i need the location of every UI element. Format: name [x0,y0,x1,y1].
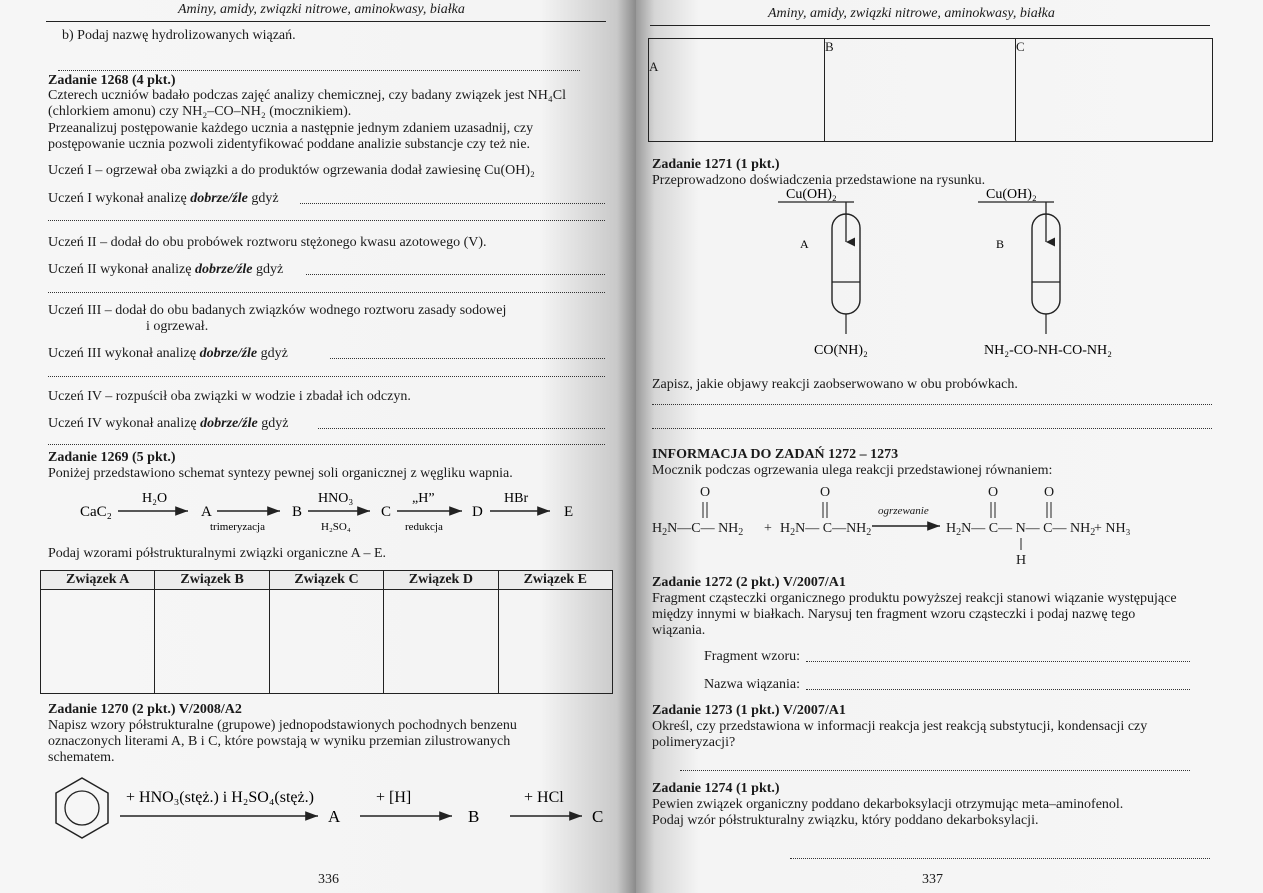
synthesis-scheme [80,482,600,538]
svg-text:H: H [1016,553,1027,568]
reagent-label: Cu(OH)₂ [786,187,837,202]
task-1274-title: Zadanie 1274 (1 pkt.) [652,781,780,796]
svg-text:+: + [764,521,772,536]
benzene-ring-icon [56,778,108,838]
answer-line[interactable] [652,428,1212,429]
task-1268-title: Zadanie 1268 (4 pkt.) [48,73,176,88]
task-1270-text: schematem. [48,750,115,765]
task-1273-text: Określ, czy przedstawiona w informacji reakcja jest reakcją substytucji, kondensacji czy [652,719,1148,734]
header-rule [650,25,1210,26]
svg-text:O: O [988,485,999,500]
test-tube-a [778,187,868,358]
svg-text:H2N— C— N— C— NH2: $H_2N—$ C— N— C— $NH_2$ [946,521,1096,538]
task-1268-text: Czterech uczniów badało podczas zajęć analizy chemicznej, czy badany związek jest NH₄Cl [48,88,566,103]
task-1271-text: Przeprowadzono doświadczenia przedstawione na rysunku. [652,173,986,188]
task-1269-title: Zadanie 1269 (5 pkt.) [48,450,176,465]
info-title: INFORMACJA DO ZADAŃ 1272 – 1273 [652,447,899,462]
table-cell-a[interactable]: A [649,39,825,142]
urea-reaction [650,480,1210,570]
student-4-answer: Uczeń IV wykonał analizę dobrze/źle gdyż [48,416,289,431]
student-2: Uczeń II – dodał do obu probówek roztworu stężonego kwasu azotowego (V). [48,235,487,250]
answer-cell[interactable] [498,590,612,694]
info-text: Mocznik podczas ogrzewania ulega reakcji przedstawionej równaniem: [652,463,1053,478]
scheme-b: B [468,807,480,826]
reagent-label: + HNO₃(stęż.) i H₂SO₄(stęż.) [126,789,314,806]
student-1-answer: Uczeń I wykonał analizę dobrze/źle gdyż [48,191,279,206]
bond-name-label: Nazwa wiązania: [704,677,800,692]
student-3-cont: i ogrzewał. [146,319,209,334]
student-4: Uczeń IV – rozpuścił oba związki w wodzie i zbadał ich odczyn. [48,389,411,404]
reagent-label: „H” [412,491,435,506]
reagent-label: HNO₃ [318,491,354,506]
test-tubes-figure [756,184,1196,360]
answer-line[interactable] [48,444,605,445]
answer-line[interactable] [48,292,605,293]
right-page [636,0,1263,893]
task-1269-text: Poniżej przedstawiono schemat syntezy pewnej soli organicznej z węgliku wapnia. [48,466,513,481]
answer-line[interactable] [806,661,1190,662]
task-1270-text: Napisz wzory półstrukturalne (grupowe) jednopodstawionych pochodnych benzenu [48,718,517,733]
answer-line[interactable] [330,358,605,359]
running-head-left: Aminy, amidy, związki nitrowe, aminokwasy, białka [178,2,465,17]
task-1270-title: Zadanie 1270 (2 pkt.) V/2008/A2 [48,702,242,717]
answer-line[interactable] [318,428,605,429]
table-cell-c[interactable]: C [1016,39,1213,142]
scheme-a: A [201,504,212,520]
answer-table-top [648,38,1213,142]
answer-cell[interactable] [41,590,155,694]
task-1273-text: polimeryzacji? [652,735,736,750]
substance-a: CO(NH)₂ [814,343,868,358]
reagent-label: + HCl [524,789,564,806]
answer-cell[interactable] [269,590,383,694]
answer-line[interactable] [48,376,605,377]
scheme-c: C [592,807,604,826]
task-1268-text: (chlorkiem amonu) czy NH₂–CO–NH₂ (mocznikiem). [48,104,352,119]
reagent-label: H₂SO₄ [321,521,351,533]
table-header: Związek D [384,571,498,590]
task-1271-title: Zadanie 1271 (1 pkt.) [652,157,780,172]
scheme-c: C [381,504,392,520]
task-1272-text: wiązania. [652,623,706,638]
task-1268-text: Przeanalizuj postępowanie każdego ucznia a następnie jednym zdaniem uzasadnij, czy [48,121,534,136]
answer-line[interactable] [300,203,605,204]
svg-text:O: O [700,485,711,500]
task-1274-text: Podaj wzór półstrukturalny związku, który poddano dekarboksylacji. [652,813,1039,828]
svg-text:H2N—C— NH2: $H_2N—C—$ $NH_2$ [652,521,744,538]
table-header: Związek E [498,571,612,590]
scheme-a: A [328,807,341,826]
answer-line[interactable] [790,858,1210,859]
answer-line[interactable] [652,404,1212,405]
task-1272-text: między innymi w białkach. Narysuj ten fragment wzoru cząsteczki i podaj nazwę tego [652,607,1136,622]
task-1270-text: oznaczonych literami A, B i C, które powstają w wyniku przemian zilustrowanych [48,734,511,749]
test-tube-b [978,187,1112,358]
student-3-answer: Uczeń III wykonał analizę dobrze/źle gdyż [48,346,288,361]
table-header: Związek B [155,571,269,590]
reagent-label: + [H] [376,789,412,806]
label-a: A [800,237,809,251]
page-number-right: 337 [922,872,943,887]
scheme-start: CaC₂ [80,504,112,520]
table-header: Związek A [41,571,155,590]
scheme-e: E [564,504,574,520]
answer-line[interactable] [48,220,605,221]
task-1269-text: Podaj wzorami półstrukturalnymi związki organiczne A – E. [48,546,386,561]
answer-cell[interactable] [384,590,498,694]
condition-label: ogrzewanie [878,505,929,517]
running-head-right: Aminy, amidy, związki nitrowe, aminokwasy, białka [768,6,1055,21]
task-1271-text: Zapisz, jakie objawy reakcji zaobserwowano w obu probówkach. [652,377,1018,392]
answer-cell[interactable] [155,590,269,694]
reagent-label: HBr [504,491,529,506]
task-1274-text: Pewien związek organiczny poddano dekarboksylacji otrzymując meta–aminofenol. [652,797,1124,812]
ammonia: + NH₃ [1094,521,1131,536]
scheme-d: D [472,504,483,520]
reagent-label: trimeryzacja [210,521,265,533]
page-number-left: 336 [318,872,339,887]
table-header: Związek C [269,571,383,590]
task-1268-text: postępowanie ucznia pozwoli zidentyfikować poddane analizie substancje czy też nie. [48,137,531,152]
answer-line[interactable] [806,689,1190,690]
answer-line[interactable] [680,770,1190,771]
task-1273-title: Zadanie 1273 (1 pkt.) V/2007/A1 [652,703,846,718]
student-2-answer: Uczeń II wykonał analizę dobrze/źle gdyż [48,262,284,277]
label-b: B [996,237,1005,251]
substance-b: NH₂-CO-NH-CO-NH₂ [984,343,1112,358]
reagent-label: Cu(OH)₂ [986,187,1037,202]
table-cell-b[interactable]: B [825,39,1016,142]
reagent-label: H₂O [142,491,168,506]
answer-table-1269 [40,570,613,694]
student-1: Uczeń I – ogrzewał oba związki a do produktów ogrzewania dodał zawiesinę Cu(OH)₂ [48,163,535,178]
benzene-scheme [46,772,616,842]
task-1272-title: Zadanie 1272 (2 pkt.) V/2007/A1 [652,575,846,590]
reagent-label: redukcja [405,521,443,533]
svg-text:H2N— C—NH2: $H_2N—$ $C—NH_2$ [780,521,872,538]
svg-text:O: O [1044,485,1055,500]
answer-line [58,70,580,71]
task-1272-text: Fragment cząsteczki organicznego produktu powyższej reakcji stanowi wiązanie występujące [652,591,1177,606]
scheme-b: B [292,504,303,520]
item-b: b) Podaj nazwę hydrolizowanych wiązań. [62,28,296,43]
svg-text:O: O [820,485,831,500]
answer-line[interactable] [306,274,605,275]
fragment-label: Fragment wzoru: [704,649,801,664]
header-rule [46,21,606,22]
student-3: Uczeń III – dodał do obu badanych związków wodnego roztworu zasady sodowej [48,303,507,318]
